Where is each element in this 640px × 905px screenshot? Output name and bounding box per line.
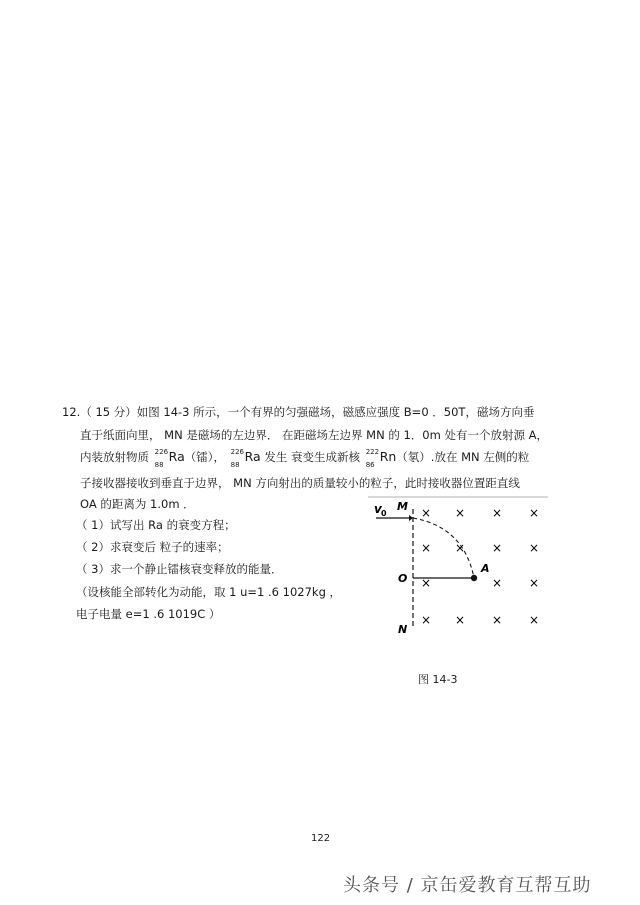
field-cross-mark: × xyxy=(528,541,540,555)
source-point-A xyxy=(471,575,477,581)
field-cross-mark: × xyxy=(491,541,503,555)
field-cross-mark: × xyxy=(454,613,466,627)
watermark: 头条号 / 京缶爱教育互帮互助 xyxy=(343,875,592,896)
label-v0-sub: 0 xyxy=(381,509,387,518)
ra-isotope-notation: 226 88 xyxy=(154,448,169,469)
label-N: N xyxy=(398,623,408,636)
line3-pre: 内装放射物质 xyxy=(80,450,149,464)
field-cross-mark: × xyxy=(491,576,503,590)
label-v0: v xyxy=(374,502,382,516)
rn-isotope-notation: 222 86 xyxy=(365,448,380,469)
label-O: O xyxy=(398,572,408,585)
question-line-5: OA 的距离为 1.0m ． xyxy=(80,497,195,511)
question-line-3: 内装放射物质 226 88 Ra（镭）， 226 88 Ra 发生 衰变生成新核 222 86 Rn（氡）.放在 MN 左侧的粒 xyxy=(80,448,530,469)
field-cross-mark: × xyxy=(528,506,540,520)
sub-question-2: （ 2）求衰变后 粒子的速率； xyxy=(76,540,229,554)
field-cross-mark: × xyxy=(491,506,503,520)
label-M: M xyxy=(397,500,408,513)
sub-question-3: （ 3）求一个静止镭核衰变释放的能量． xyxy=(76,562,283,576)
field-cross-mark: × xyxy=(454,506,466,520)
page-number: 122 xyxy=(311,833,331,844)
label-A: A xyxy=(481,562,490,575)
field-cross-mark: × xyxy=(491,613,503,627)
question-line-1: 12.（ 15 分）如图 14-3 所示，一个有界的匀强磁场，磁感应强度 B=0 ．50T，磁场方向垂 xyxy=(62,405,535,419)
figure-diagram xyxy=(360,493,550,643)
field-cross-mark: × xyxy=(420,506,432,520)
ra-isotope-notation-2: 226 88 xyxy=(230,448,245,469)
sub-question-1: （ 1）试写出 Ra 的衰变方程； xyxy=(76,518,236,532)
field-cross-mark: × xyxy=(454,541,466,555)
figure-caption: 图 14-3 xyxy=(418,673,458,686)
v0-arrow-head xyxy=(409,515,413,521)
field-cross-mark: × xyxy=(420,576,432,590)
question-line-2: 直于纸面向里， MN 是磁场的左边界． 在距磁场左边界 MN 的 1．0m 处有一个放射源 A， xyxy=(80,428,548,442)
field-cross-mark: × xyxy=(528,576,540,590)
field-cross-mark: × xyxy=(420,541,432,555)
field-cross-mark: × xyxy=(420,613,432,627)
magnetic-field-grid xyxy=(421,506,539,627)
note-line-1: （设核能全部转化为动能，取 1 u=1 .6 1027kg ， xyxy=(76,585,342,599)
note-line-2: 电子电量 e=1 .6 1019C ） xyxy=(76,607,221,621)
question-line-4: 子接收器接收到垂直于边界， MN 方向射出的质量较小的粒子，此时接收器位置距直线 xyxy=(80,476,520,490)
field-cross-mark: × xyxy=(528,613,540,627)
magnetic-field-figure xyxy=(360,493,550,647)
